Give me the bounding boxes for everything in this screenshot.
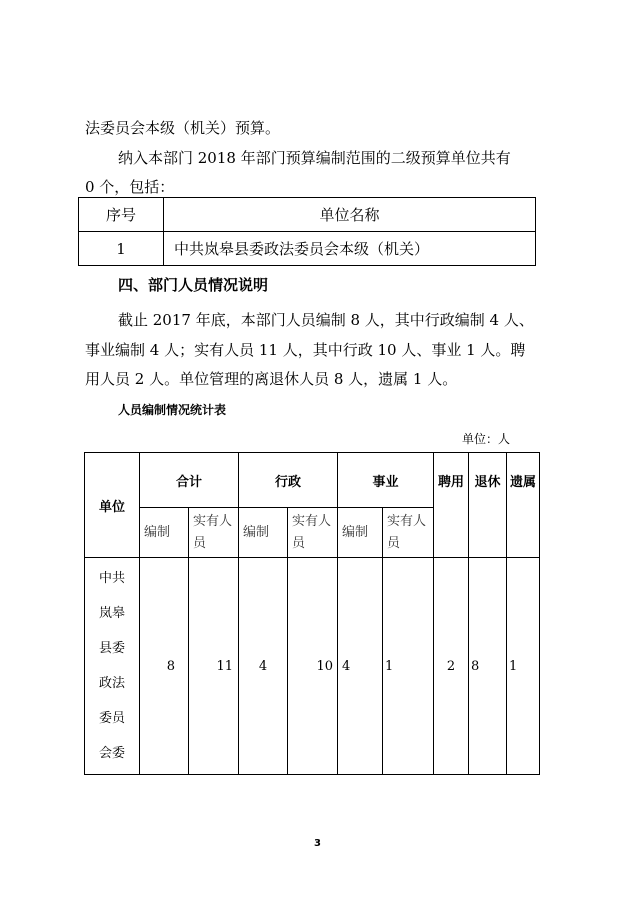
sub-header-shiyou: 实有人员 xyxy=(189,508,239,558)
unit-name-line: 委员 xyxy=(98,711,125,726)
unit-name-line: 中共 xyxy=(98,571,125,586)
unit-name-line: 岚皋 xyxy=(98,606,125,621)
page-number: 3 xyxy=(314,838,321,849)
header-institution: 事业 xyxy=(338,453,434,508)
cell-admin-bianzhi: 4 xyxy=(239,558,288,775)
unit-name-line: 会委 xyxy=(98,746,125,761)
header-index: 序号 xyxy=(79,198,164,232)
table-row xyxy=(85,558,540,775)
header-dependents: 遗属 xyxy=(507,453,540,558)
cell-unit-name xyxy=(85,558,140,775)
header-retired: 退休 xyxy=(469,453,507,558)
header-unit-name: 单位名称 xyxy=(164,198,536,232)
cell-retired: 8 xyxy=(469,558,507,775)
cell-admin-shiyou: 10 xyxy=(288,558,338,775)
header-unit: 单位 xyxy=(85,453,140,558)
unit-name-line: 县委 xyxy=(98,641,125,656)
sub-header-bianzhi: 编制 xyxy=(140,508,189,558)
sub-header-bianzhi: 编制 xyxy=(239,508,288,558)
staff-paragraph-line1: 截止 2017 年底，本部门人员编制 8 人，其中行政编制 4 人、 xyxy=(118,311,534,329)
staff-paragraph-line3: 用人员 2 人。单位管理的离退休人员 8 人，遗属 1 人。 xyxy=(85,370,458,388)
staffing-table xyxy=(84,452,540,775)
paragraph-subunits-line1: 纳入本部门 2018 年部门预算编制范围的二级预算单位共有 xyxy=(118,149,511,167)
cell-total-bianzhi: 8 xyxy=(140,558,189,775)
header-admin: 行政 xyxy=(239,453,338,508)
table-caption: 人员编制情况统计表 xyxy=(118,403,227,417)
subunit-table xyxy=(78,197,536,266)
header-total: 合计 xyxy=(140,453,239,508)
paragraph-subunits-line2: 0 个，包括： xyxy=(85,178,175,196)
table-header-row xyxy=(79,198,536,232)
cell-hired: 2 xyxy=(434,558,469,775)
table-header-row xyxy=(85,453,540,508)
sub-header-shiyou: 实有人员 xyxy=(383,508,434,558)
paragraph-continuation: 法委员会本级（机关）预算。 xyxy=(85,119,281,137)
header-hired: 聘用 xyxy=(434,453,469,558)
cell-dependents: 1 xyxy=(507,558,540,775)
sub-header-bianzhi: 编制 xyxy=(338,508,383,558)
cell-index: 1 xyxy=(79,232,164,266)
unit-label: 单位：人 xyxy=(462,432,511,446)
cell-unit-name: 中共岚皋县委政法委员会本级（机关） xyxy=(164,232,536,266)
sub-header-shiyou: 实有人员 xyxy=(288,508,338,558)
cell-inst-bianzhi: 4 xyxy=(338,558,383,775)
cell-total-shiyou: 11 xyxy=(189,558,239,775)
cell-inst-shiyou: 1 xyxy=(383,558,434,775)
unit-name-line: 政法 xyxy=(98,676,125,691)
table-row xyxy=(79,232,536,266)
staff-paragraph-line2: 事业编制 4 人；实有人员 11 人，其中行政 10 人、事业 1 人。聘 xyxy=(85,341,526,359)
section-heading: 四、部门人员情况说明 xyxy=(118,276,269,294)
